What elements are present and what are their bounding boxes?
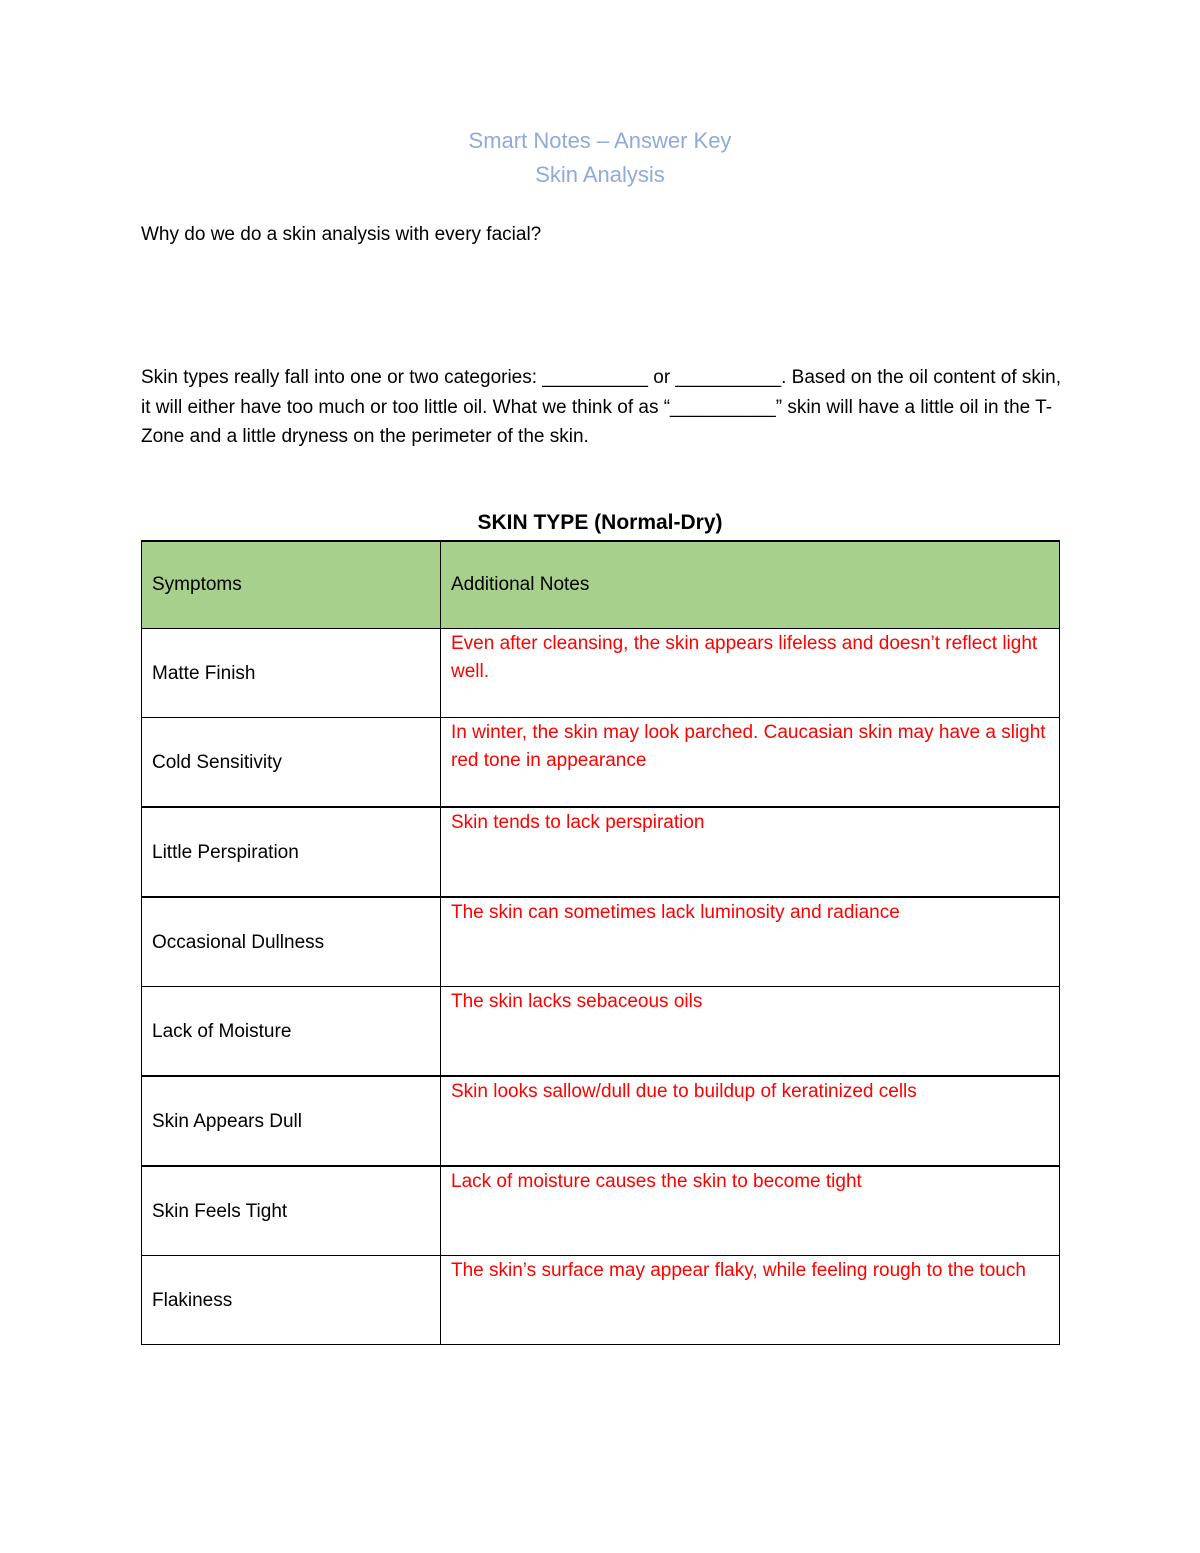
symptom-cell: Skin Appears Dull bbox=[142, 1076, 441, 1166]
note-cell: Lack of moisture causes the skin to become tight bbox=[441, 1166, 1060, 1256]
fill-in-paragraph: Skin types really fall into one or two categories: __________ or __________. Based on the oil content of skin, it will either have too much or too little oil. What we think of as “__________” skin will have a little oil in the T-Zone and a little dryness on the perimeter of the skin. bbox=[141, 367, 1061, 447]
symptom-cell: Occasional Dullness bbox=[142, 897, 441, 987]
question-text: Why do we do a skin analysis with every facial? bbox=[141, 224, 542, 245]
skin-type-table bbox=[141, 540, 1060, 1345]
symptom-cell: Skin Feels Tight bbox=[142, 1166, 441, 1256]
table-row bbox=[142, 1166, 1060, 1256]
note-cell: Even after cleansing, the skin appears lifeless and doesn’t reflect light well. bbox=[441, 629, 1060, 718]
symptom-cell: Cold Sensitivity bbox=[142, 718, 441, 808]
symptom-cell: Flakiness bbox=[142, 1256, 441, 1345]
symptom-cell: Little Perspiration bbox=[142, 807, 441, 897]
table-header-row bbox=[142, 541, 1060, 629]
note-cell: Skin looks sallow/dull due to buildup of keratinized cells bbox=[441, 1076, 1060, 1166]
table-title: SKIN TYPE (Normal-Dry) bbox=[477, 511, 723, 534]
table-row bbox=[142, 1256, 1060, 1345]
page-subtitle: Skin Analysis bbox=[535, 162, 665, 187]
note-cell: The skin can sometimes lack luminosity and radiance bbox=[441, 897, 1060, 987]
note-cell: In winter, the skin may look parched. Caucasian skin may have a slight red tone in appearance bbox=[441, 718, 1060, 808]
column-header-notes: Additional Notes bbox=[441, 541, 1060, 629]
table-row bbox=[142, 1076, 1060, 1166]
table-row bbox=[142, 987, 1060, 1077]
table-row bbox=[142, 897, 1060, 987]
table-row bbox=[142, 629, 1060, 718]
note-cell: The skin’s surface may appear flaky, while feeling rough to the touch bbox=[441, 1256, 1060, 1345]
table-row bbox=[142, 807, 1060, 897]
page-header bbox=[0, 124, 1200, 192]
symptom-cell: Lack of Moisture bbox=[142, 987, 441, 1077]
page-title: Smart Notes – Answer Key bbox=[468, 128, 732, 153]
column-header-symptoms: Symptoms bbox=[142, 541, 441, 629]
symptom-cell: Matte Finish bbox=[142, 629, 441, 718]
note-cell: Skin tends to lack perspiration bbox=[441, 807, 1060, 897]
table-row bbox=[142, 718, 1060, 808]
note-cell: The skin lacks sebaceous oils bbox=[441, 987, 1060, 1077]
